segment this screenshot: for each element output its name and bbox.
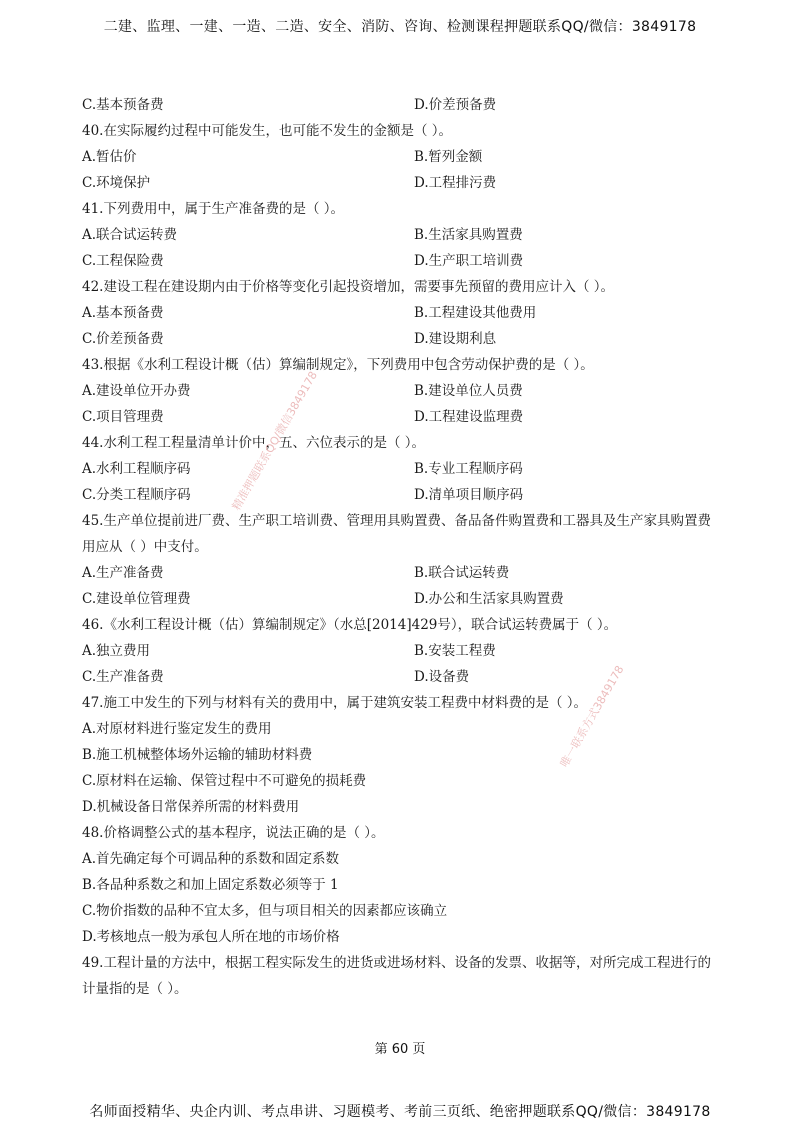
- option-b: B.工程建设其他费用: [414, 305, 537, 321]
- option-row: [72, 586, 752, 612]
- option-c: C.建设单位管理费: [82, 591, 191, 607]
- option-row: [72, 664, 752, 690]
- option-b: B.暂列金额: [414, 149, 483, 165]
- option-d: D.办公和生活家具购置费: [414, 591, 564, 607]
- page-number: 第 60 页: [374, 1042, 426, 1057]
- option-a: A.对原材料进行鉴定发生的费用: [82, 721, 272, 737]
- option-c: C.物价指数的品种不宜太多，但与项目相关的因素都应该确立: [82, 903, 448, 919]
- question-content: [72, 92, 752, 1002]
- option-b: B.施工机械整体场外运输的辅助材料费: [82, 747, 313, 763]
- option-c: C.分类工程顺序码: [82, 487, 191, 503]
- option-d: D.建设期利息: [414, 331, 497, 347]
- question-stem-43: 43.根据《水利工程设计概（估）算编制规定》，下列费用中包含劳动保护费的是（ ）。: [82, 357, 594, 373]
- option-a: A.水利工程顺序码: [82, 461, 191, 477]
- option-a: A.暂估价: [82, 149, 137, 165]
- option-a: A.生产准备费: [82, 565, 164, 581]
- option-row: [72, 92, 752, 118]
- option-a: A.基本预备费: [82, 305, 164, 321]
- option-row: [72, 404, 752, 430]
- option-row: [72, 560, 752, 586]
- option-a: A.独立费用: [82, 643, 151, 659]
- option-d: D.设备费: [414, 669, 470, 685]
- option-row: [72, 456, 752, 482]
- option-d: D.工程建设监理费: [414, 409, 524, 425]
- question-stem-48: 48.价格调整公式的基本程序，说法正确的是（ ）。: [82, 825, 385, 841]
- option-a: A.联合试运转费: [82, 227, 178, 243]
- question-stem-45-line2: 用应从（ ）中支付。: [82, 539, 208, 555]
- watermark-stamp: 精准押题联系QQ/微信3849178: [229, 369, 320, 513]
- option-c: C.生产准备费: [82, 669, 164, 685]
- option-c: C.原材料在运输、保管过程中不可避免的损耗费: [82, 773, 367, 789]
- option-row: [72, 144, 752, 170]
- option-d: D.清单项目顺序码: [414, 487, 524, 503]
- watermark-stamp: 唯一联系方式3849178: [557, 663, 627, 770]
- option-b: B.各品种系数之和加上固定系数必须等于 1: [82, 877, 339, 893]
- option-c: C.价差预备费: [82, 331, 164, 347]
- question-stem-44: 44.水利工程工程量清单计价中，五、六位表示的是（ ）。: [82, 435, 426, 451]
- option-row: [72, 170, 752, 196]
- option-c: C.工程保险费: [82, 253, 164, 269]
- question-stem-49-line1: 49.工程计量的方法中，根据工程实际发生的进货或进场材料、设备的发票、收据等，对所完成工程进行的: [82, 955, 711, 971]
- option-row: [72, 378, 752, 404]
- option-c: C.环境保护: [82, 175, 151, 191]
- question-stem-49-line2: 计量指的是（ ）。: [82, 981, 188, 997]
- option-row: [72, 300, 752, 326]
- option-row: [72, 482, 752, 508]
- option-a: A.首先确定每个可调品种的系数和固定系数: [82, 851, 340, 867]
- option-d: D.考核地点一般为承包人所在地的市场价格: [82, 929, 340, 945]
- question-stem-45-line1: 45.生产单位提前进厂费、生产职工培训费、管理用具购置费、备品备件购置费和工器具及生产家具购置费: [82, 513, 711, 529]
- option-d: D.机械设备日常保养所需的材料费用: [82, 799, 300, 815]
- option-b: B.专业工程顺序码: [414, 461, 523, 477]
- option-d: D.工程排污费: [414, 175, 497, 191]
- option-b: B.安装工程费: [414, 643, 496, 659]
- option-c: C.项目管理费: [82, 409, 164, 425]
- header-banner: 二建、监理、一建、一造、二造、安全、消防、咨询、检测课程押题联系QQ/微信：3849178: [103, 19, 697, 35]
- option-c: C.基本预备费: [82, 97, 164, 113]
- question-stem-40: 40.在实际履约过程中可能发生，也可能不发生的金额是（ ）。: [82, 123, 453, 139]
- option-d: D.生产职工培训费: [414, 253, 524, 269]
- question-stem-42: 42.建设工程在建设期内由于价格等变化引起投资增加，需要事先预留的费用应计入（ ）。: [82, 279, 615, 295]
- option-b: B.联合试运转费: [414, 565, 510, 581]
- option-d: D.价差预备费: [414, 97, 497, 113]
- question-stem-41: 41.下列费用中，属于生产准备费的是（ ）。: [82, 201, 345, 217]
- option-b: B.生活家具购置费: [414, 227, 523, 243]
- option-row: [72, 248, 752, 274]
- footer-banner: 名师面授精华、央企内训、考点串讲、习题模考、考前三页纸、绝密押题联系QQ/微信：3849178: [89, 1104, 711, 1120]
- option-b: B.建设单位人员费: [414, 383, 523, 399]
- question-stem-46: 46.《水利工程设计概（估）算编制规定》（水总[2014]429号），联合试运转费属于（ ）。: [82, 617, 618, 633]
- question-stem-47: 47.施工中发生的下列与材料有关的费用中，属于建筑安装工程费中材料费的是（ ）。: [82, 695, 588, 711]
- option-row: [72, 222, 752, 248]
- option-row: [72, 326, 752, 352]
- option-a: A.建设单位开办费: [82, 383, 191, 399]
- option-row: [72, 638, 752, 664]
